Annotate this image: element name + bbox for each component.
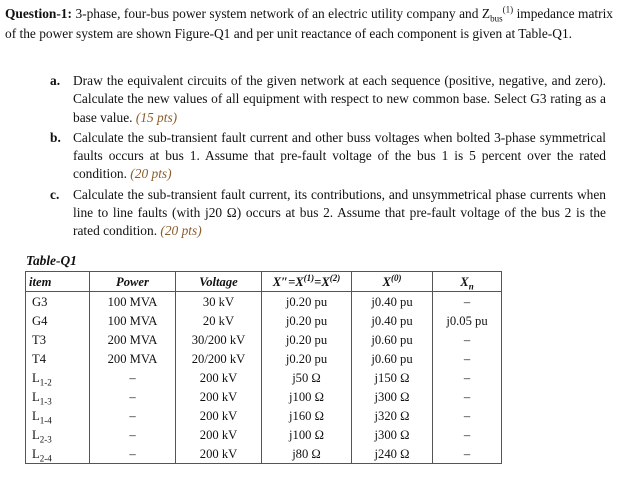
table-row [26, 387, 502, 406]
cell-power: 200 MVA [90, 349, 176, 368]
cell-xn: – [433, 368, 502, 387]
table-row [26, 311, 502, 330]
cell-x1: j0.20 pu [262, 311, 352, 330]
zbus-superscript: (1) [502, 4, 514, 15]
table-row [26, 444, 502, 464]
cell-xn: – [433, 387, 502, 406]
cell-xn: – [433, 425, 502, 444]
question-text-part2: impedance matrix of the power system are shown Figure-Q1 and per unit reactance of each component is given at Table-Q1. [5, 6, 613, 41]
cell-voltage: 200 kV [176, 444, 262, 464]
cell-item: $L_{1-4}$ [26, 406, 90, 425]
header-voltage: Voltage [176, 272, 262, 292]
item-text: Calculate the sub-transient fault current and other buss voltages when bolted 3-phase symmetrical faults occurs at bus 1. Assume that pre-fault voltage of the bus 1 is 5 percent over the rated condition. [73, 129, 606, 182]
question-items [50, 72, 606, 243]
cell-power: – [90, 444, 176, 464]
cell-voltage: 200 kV [176, 406, 262, 425]
table-row [26, 349, 502, 368]
cell-voltage: 200 kV [176, 425, 262, 444]
item-text: Calculate the sub-transient fault current, its contributions, and unsymmetrical phase currents when line to line faults (with j20 Ω) occurs at bus 2. Assume that pre-fault voltage of the bus 2 is the rated condition. [73, 186, 606, 239]
cell-item: G3 [26, 292, 90, 312]
cell-xn: – [433, 292, 502, 312]
question-item-a [50, 72, 606, 127]
table-header-row [26, 272, 502, 292]
header-x0: $X^{(0)}$ [352, 272, 433, 292]
cell-x1: j0.20 pu [262, 349, 352, 368]
cell-power: 100 MVA [90, 292, 176, 312]
cell-voltage: 200 kV [176, 368, 262, 387]
cell-item: T3 [26, 330, 90, 349]
header-item: item [26, 272, 90, 292]
question-title: Question-1: [5, 6, 72, 21]
question-item-b [50, 129, 606, 184]
header-x1: $X''=X^{(1)}=X^{(2)}$ [262, 272, 352, 292]
question-intro [5, 4, 613, 44]
cell-item: $L_{2-3}$ [26, 425, 90, 444]
cell-x0: j0.40 pu [352, 292, 433, 312]
table-body [26, 292, 502, 464]
item-marker: c. [50, 186, 60, 202]
cell-x1: j50 Ω [262, 368, 352, 387]
cell-item: G4 [26, 311, 90, 330]
table-row [26, 330, 502, 349]
cell-x1: j0.20 pu [262, 330, 352, 349]
question-item-c [50, 186, 606, 241]
cell-power: 200 MVA [90, 330, 176, 349]
cell-voltage: 30/200 kV [176, 330, 262, 349]
cell-item: $L_{1-2}$ [26, 368, 90, 387]
cell-x0: j240 Ω [352, 444, 433, 464]
item-points: (20 pts) [160, 223, 202, 239]
cell-x0: j150 Ω [352, 368, 433, 387]
item-text: Draw the equivalent circuits of the given network at each sequence (positive, negative, and zero). Calculate the new values of all equipment with respect to new common base. Select G3 rating as a base value. [73, 73, 606, 125]
cell-voltage: 30 kV [176, 292, 262, 312]
zbus-subscript: bus [490, 13, 503, 24]
header-power: Power [90, 272, 176, 292]
table-row [26, 368, 502, 387]
cell-x0: j0.60 pu [352, 330, 433, 349]
cell-x1: j100 Ω [262, 425, 352, 444]
cell-x0: j0.40 pu [352, 311, 433, 330]
cell-x1: j80 Ω [262, 444, 352, 464]
cell-x0: j300 Ω [352, 425, 433, 444]
cell-xn: – [433, 444, 502, 464]
item-marker: b. [50, 129, 61, 145]
item-points: (20 pts) [130, 166, 172, 182]
table-row [26, 425, 502, 444]
cell-x1: j100 Ω [262, 387, 352, 406]
cell-xn: – [433, 349, 502, 368]
cell-xn: j0.05 pu [433, 311, 502, 330]
cell-x1: j160 Ω [262, 406, 352, 425]
cell-item: $L_{1-3}$ [26, 387, 90, 406]
question-text-part1: 3-phase, four-bus power system network of an electric utility company and Z [71, 6, 491, 21]
table-row [26, 292, 502, 312]
cell-power: 100 MVA [90, 311, 176, 330]
cell-xn: – [433, 406, 502, 425]
cell-x0: j300 Ω [352, 387, 433, 406]
item-marker: a. [50, 73, 61, 88]
cell-x1: j0.20 pu [262, 292, 352, 312]
cell-voltage: 200 kV [176, 387, 262, 406]
cell-x0: j0.60 pu [352, 349, 433, 368]
cell-item: $L_{2-4}$ [26, 444, 90, 464]
item-points: (15 pts) [135, 109, 178, 125]
cell-item: T4 [26, 349, 90, 368]
cell-power: – [90, 406, 176, 425]
table-caption: Table-Q1 [26, 253, 77, 268]
cell-voltage: 20 kV [176, 311, 262, 330]
header-xn: $X_n$ [433, 272, 502, 292]
cell-x0: j320 Ω [352, 406, 433, 425]
cell-xn: – [433, 330, 502, 349]
cell-power: – [90, 368, 176, 387]
cell-power: – [90, 387, 176, 406]
table-row [26, 406, 502, 425]
cell-power: – [90, 425, 176, 444]
cell-voltage: 20/200 kV [176, 349, 262, 368]
component-table [25, 271, 502, 464]
